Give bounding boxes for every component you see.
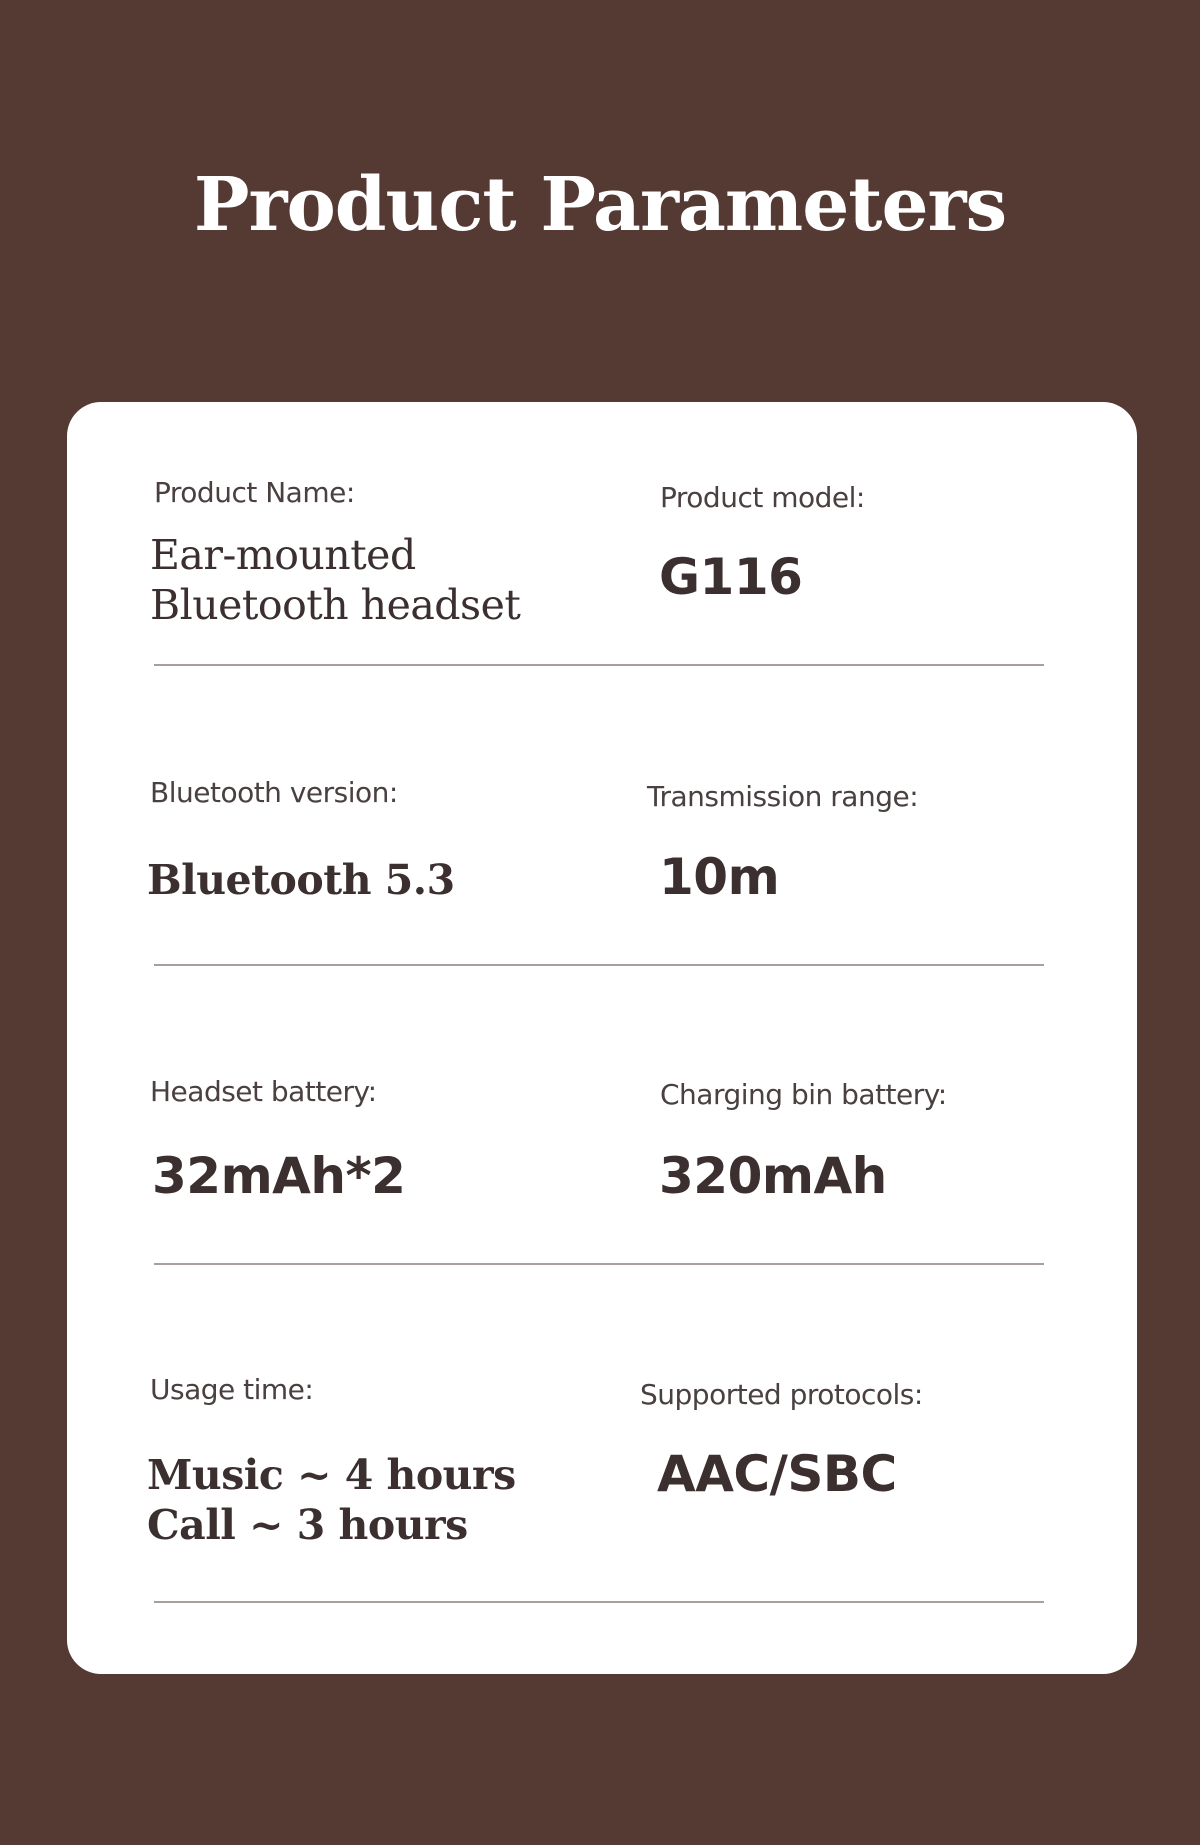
usage-time-value-wrap <box>147 1450 516 1550</box>
row-divider <box>154 964 1044 966</box>
row-divider <box>154 1601 1044 1603</box>
transmission-range-param <box>647 780 918 813</box>
parameters-card <box>67 402 1137 1674</box>
supported-protocols-param <box>640 1378 923 1411</box>
product-model-value-wrap <box>659 548 802 606</box>
supported-protocols-label: Supported protocols: <box>640 1378 923 1411</box>
page-title: Product Parameters <box>193 162 1007 248</box>
bluetooth-version-value: Bluetooth 5.3 <box>147 856 455 904</box>
usage-time-label: Usage time: <box>150 1373 314 1406</box>
usage-time-param <box>150 1373 313 1406</box>
product-model-param <box>660 481 865 514</box>
headset-battery-label: Headset battery: <box>150 1075 377 1108</box>
usage-time-value: Music ~ 4 hours Call ~ 3 hours <box>147 1451 516 1549</box>
charging-bin-battery-label: Charging bin battery: <box>660 1078 947 1111</box>
charging-bin-battery-value-wrap <box>659 1147 887 1205</box>
product-name-param <box>154 476 355 509</box>
charging-bin-battery-value: 320mAh <box>659 1147 887 1205</box>
product-model-value: G116 <box>659 548 803 606</box>
bluetooth-version-value-wrap <box>147 855 455 905</box>
row-divider <box>154 1263 1044 1265</box>
row-divider <box>154 664 1044 666</box>
charging-bin-battery-param <box>660 1078 947 1111</box>
product-model-label: Product model: <box>660 481 865 514</box>
headset-battery-param <box>150 1075 377 1108</box>
transmission-range-value: 10m <box>659 848 780 906</box>
headset-battery-value: 32mAh*2 <box>152 1147 406 1205</box>
product-name-value: Ear-mounted Bluetooth headset <box>150 531 521 629</box>
transmission-range-label: Transmission range: <box>647 780 919 813</box>
product-name-value-wrap <box>150 530 520 630</box>
supported-protocols-value-wrap <box>657 1445 897 1503</box>
headset-battery-value-wrap <box>152 1147 405 1205</box>
supported-protocols-value: AAC/SBC <box>657 1445 897 1503</box>
transmission-range-value-wrap <box>659 848 779 906</box>
bluetooth-version-param <box>150 776 398 809</box>
product-name-label: Product Name: <box>154 476 355 509</box>
bluetooth-version-label: Bluetooth version: <box>150 776 398 809</box>
